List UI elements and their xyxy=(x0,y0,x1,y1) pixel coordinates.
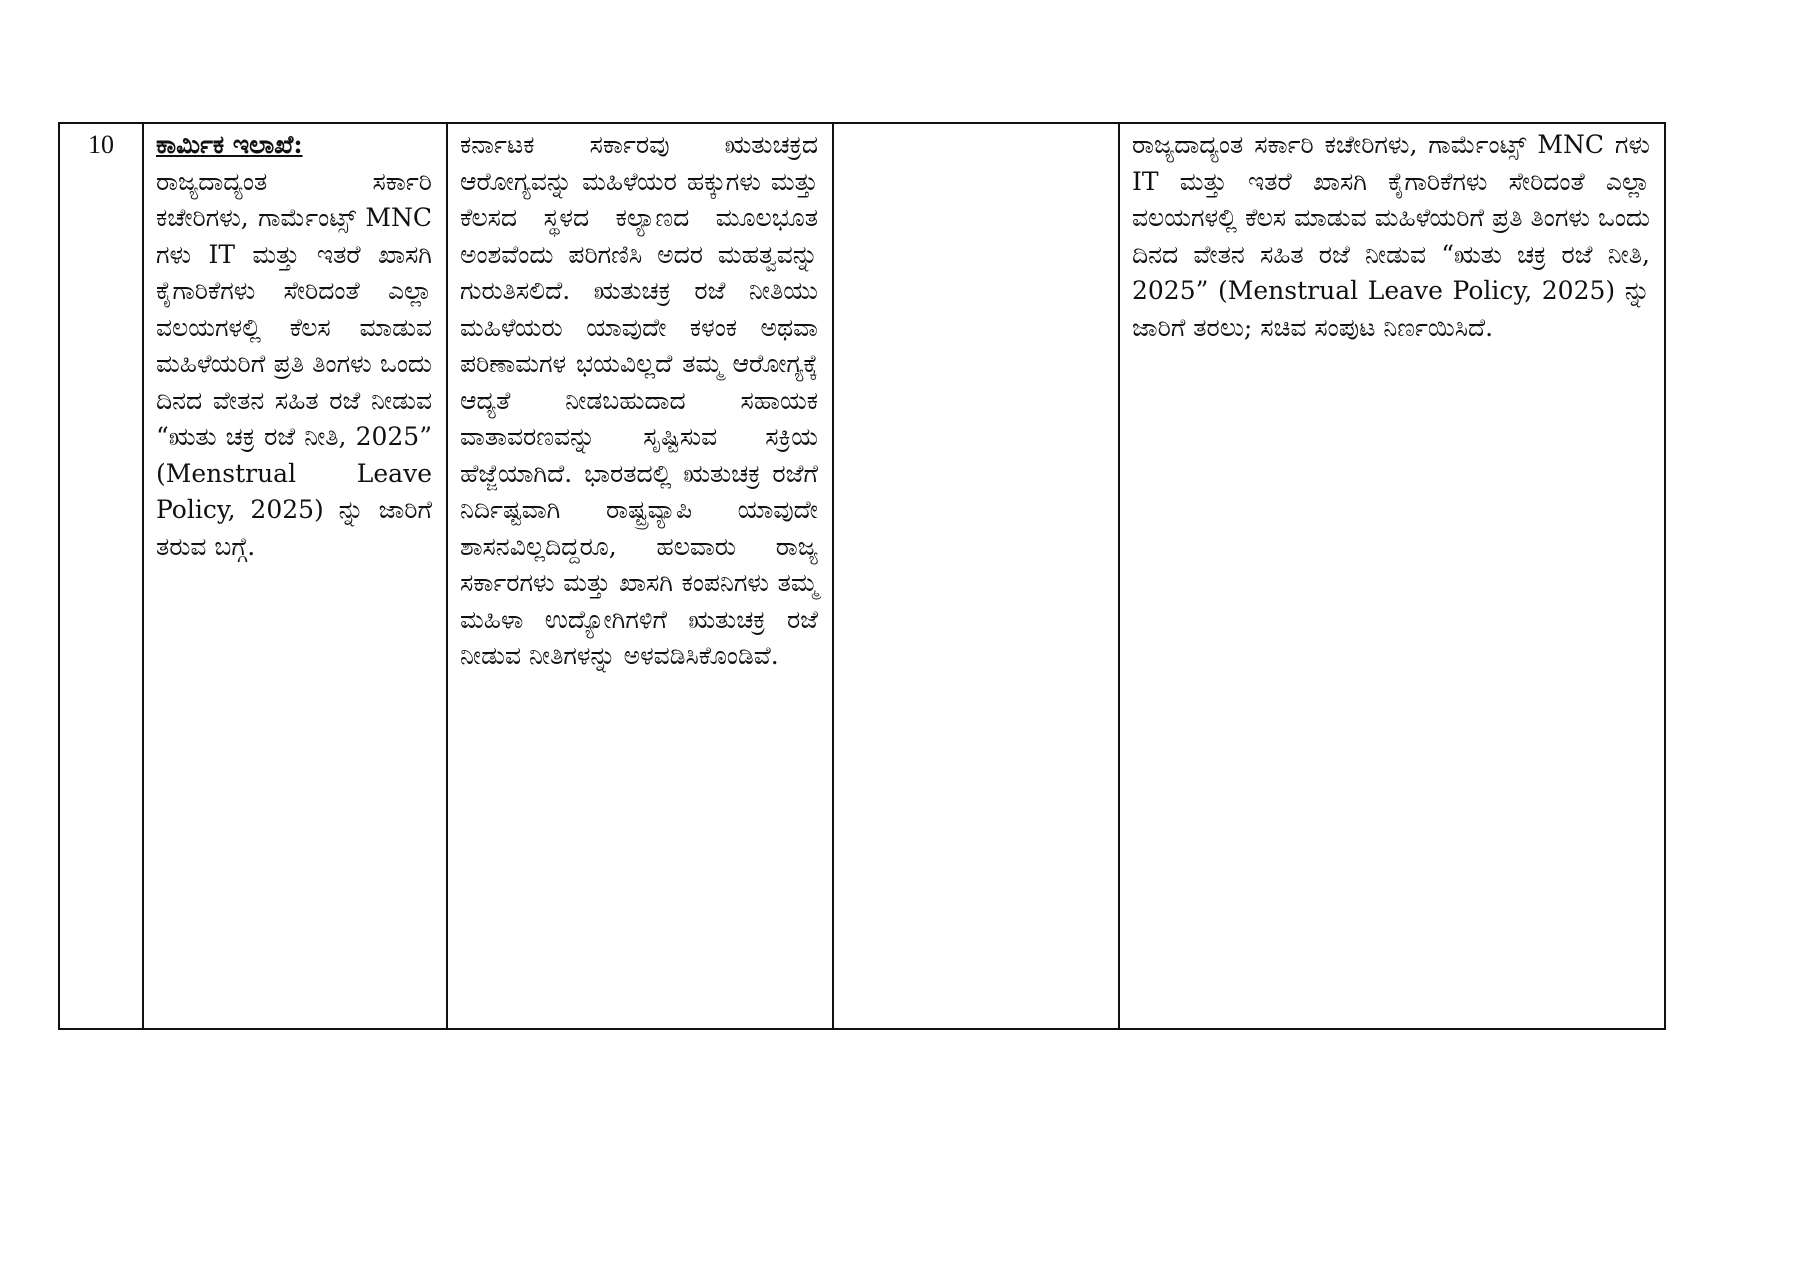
serial-number-cell xyxy=(59,123,143,1029)
serial-number: 10 xyxy=(88,130,114,159)
decision-text: ರಾಜ್ಯದಾದ್ಯಂತ ಸರ್ಕಾರಿ ಕಚೇರಿಗಳು, ಗಾರ್ಮೆಂಟ್ಸ್ MNC ಗಳು IT ಮತ್ತು ಇತರೆ ಖಾಸಗಿ ಕೈಗಾರಿಕೆಗಳು ಸೇರಿದಂತೆ ಎಲ್ಲಾ ವಲಯಗಳಲ್ಲಿ ಕೆಲಸ ಮಾಡುವ ಮಹಿಳೆಯರಿಗೆ ಪ್ರತಿ ತಿಂಗಳು ಒಂದು ದಿನದ ವೇತನ ಸಹಿತ ರಜೆ ನೀಡುವ “ಋತು ಚಕ್ರ ರಜೆ ನೀತಿ, 2025” (Menstrual Leave Policy, 2025) ನ್ನು ಜಾರಿಗೆ ತರಲು; ಸಚಿವ ಸಂಪುಟ ನಿರ್ಣಯಿಸಿದೆ. xyxy=(1132,130,1650,342)
subject-text: ರಾಜ್ಯದಾದ್ಯಂತ ಸರ್ಕಾರಿ ಕಚೇರಿಗಳು, ಗಾರ್ಮೆಂಟ್ಸ್ MNC ಗಳು IT ಮತ್ತು ಇತರೆ ಖಾಸಗಿ ಕೈಗಾರಿಕೆಗಳು ಸೇರಿದಂತೆ ಎಲ್ಲಾ ವಲಯಗಳಲ್ಲಿ ಕೆಲಸ ಮಾಡುವ ಮಹಿಳೆಯರಿಗೆ ಪ್ರತಿ ತಿಂಗಳು ಒಂದು ದಿನದ ವೇತನ ಸಹಿತ ರಜೆ ನೀಡುವ “ಋತು ಚಕ್ರ ರಜೆ ನೀತಿ, 2025” (Menstrual Leave Policy, 2025) ನ್ನು ಜಾರಿಗೆ ತರುವ ಬಗ್ಗೆ. xyxy=(156,166,432,561)
cabinet-decision-table xyxy=(58,122,1666,1030)
subject-cell xyxy=(143,123,447,1029)
department-heading: ಕಾರ್ಮಿಕ ಇಲಾಖೆ: xyxy=(156,130,303,159)
empty-cell xyxy=(833,123,1119,1029)
decision-cell xyxy=(1119,123,1665,1029)
background-text: ಕರ್ನಾಟಕ ಸರ್ಕಾರವು ಋತುಚಕ್ರದ ಆರೋಗ್ಯವನ್ನು ಮಹಿಳೆಯರ ಹಕ್ಕುಗಳು ಮತ್ತು ಕೆಲಸದ ಸ್ಥಳದ ಕಲ್ಯಾಣದ ಮೂಲಭೂತ ಅಂಶವೆಂದು ಪರಿಗಣಿಸಿ ಅದರ ಮಹತ್ವವನ್ನು ಗುರುತಿಸಲಿದೆ. ಋತುಚಕ್ರ ರಜೆ ನೀತಿಯು ಮಹಿಳೆಯರು ಯಾವುದೇ ಕಳಂಕ ಅಥವಾ ಪರಿಣಾಮಗಳ ಭಯವಿಲ್ಲದೆ ತಮ್ಮ ಆರೋಗ್ಯಕ್ಕೆ ಆದ್ಯತೆ ನೀಡಬಹುದಾದ ಸಹಾಯಕ ವಾತಾವರಣವನ್ನು ಸೃಷ್ಟಿಸುವ ಸಕ್ರಿಯ ಹೆಜ್ಜೆಯಾಗಿದೆ. ಭಾರತದಲ್ಲಿ ಋತುಚಕ್ರ ರಜೆಗೆ ನಿರ್ದಿಷ್ಟವಾಗಿ ರಾಷ್ಟ್ರವ್ಯಾಪಿ ಯಾವುದೇ ಶಾಸನವಿಲ್ಲದಿದ್ದರೂ, ಹಲವಾರು ರಾಜ್ಯ ಸರ್ಕಾರಗಳು ಮತ್ತು ಖಾಸಗಿ ಕಂಪನಿಗಳು ತಮ್ಮ ಮಹಿಳಾ ಉದ್ಯೋಗಿಗಳಿಗೆ ಋತುಚಕ್ರ ರಜೆ ನೀಡುವ ನೀತಿಗಳನ್ನು ಅಳವಡಿಸಿಕೊಂಡಿವೆ. xyxy=(460,130,818,670)
table-row xyxy=(59,123,1665,1029)
background-cell xyxy=(447,123,833,1029)
